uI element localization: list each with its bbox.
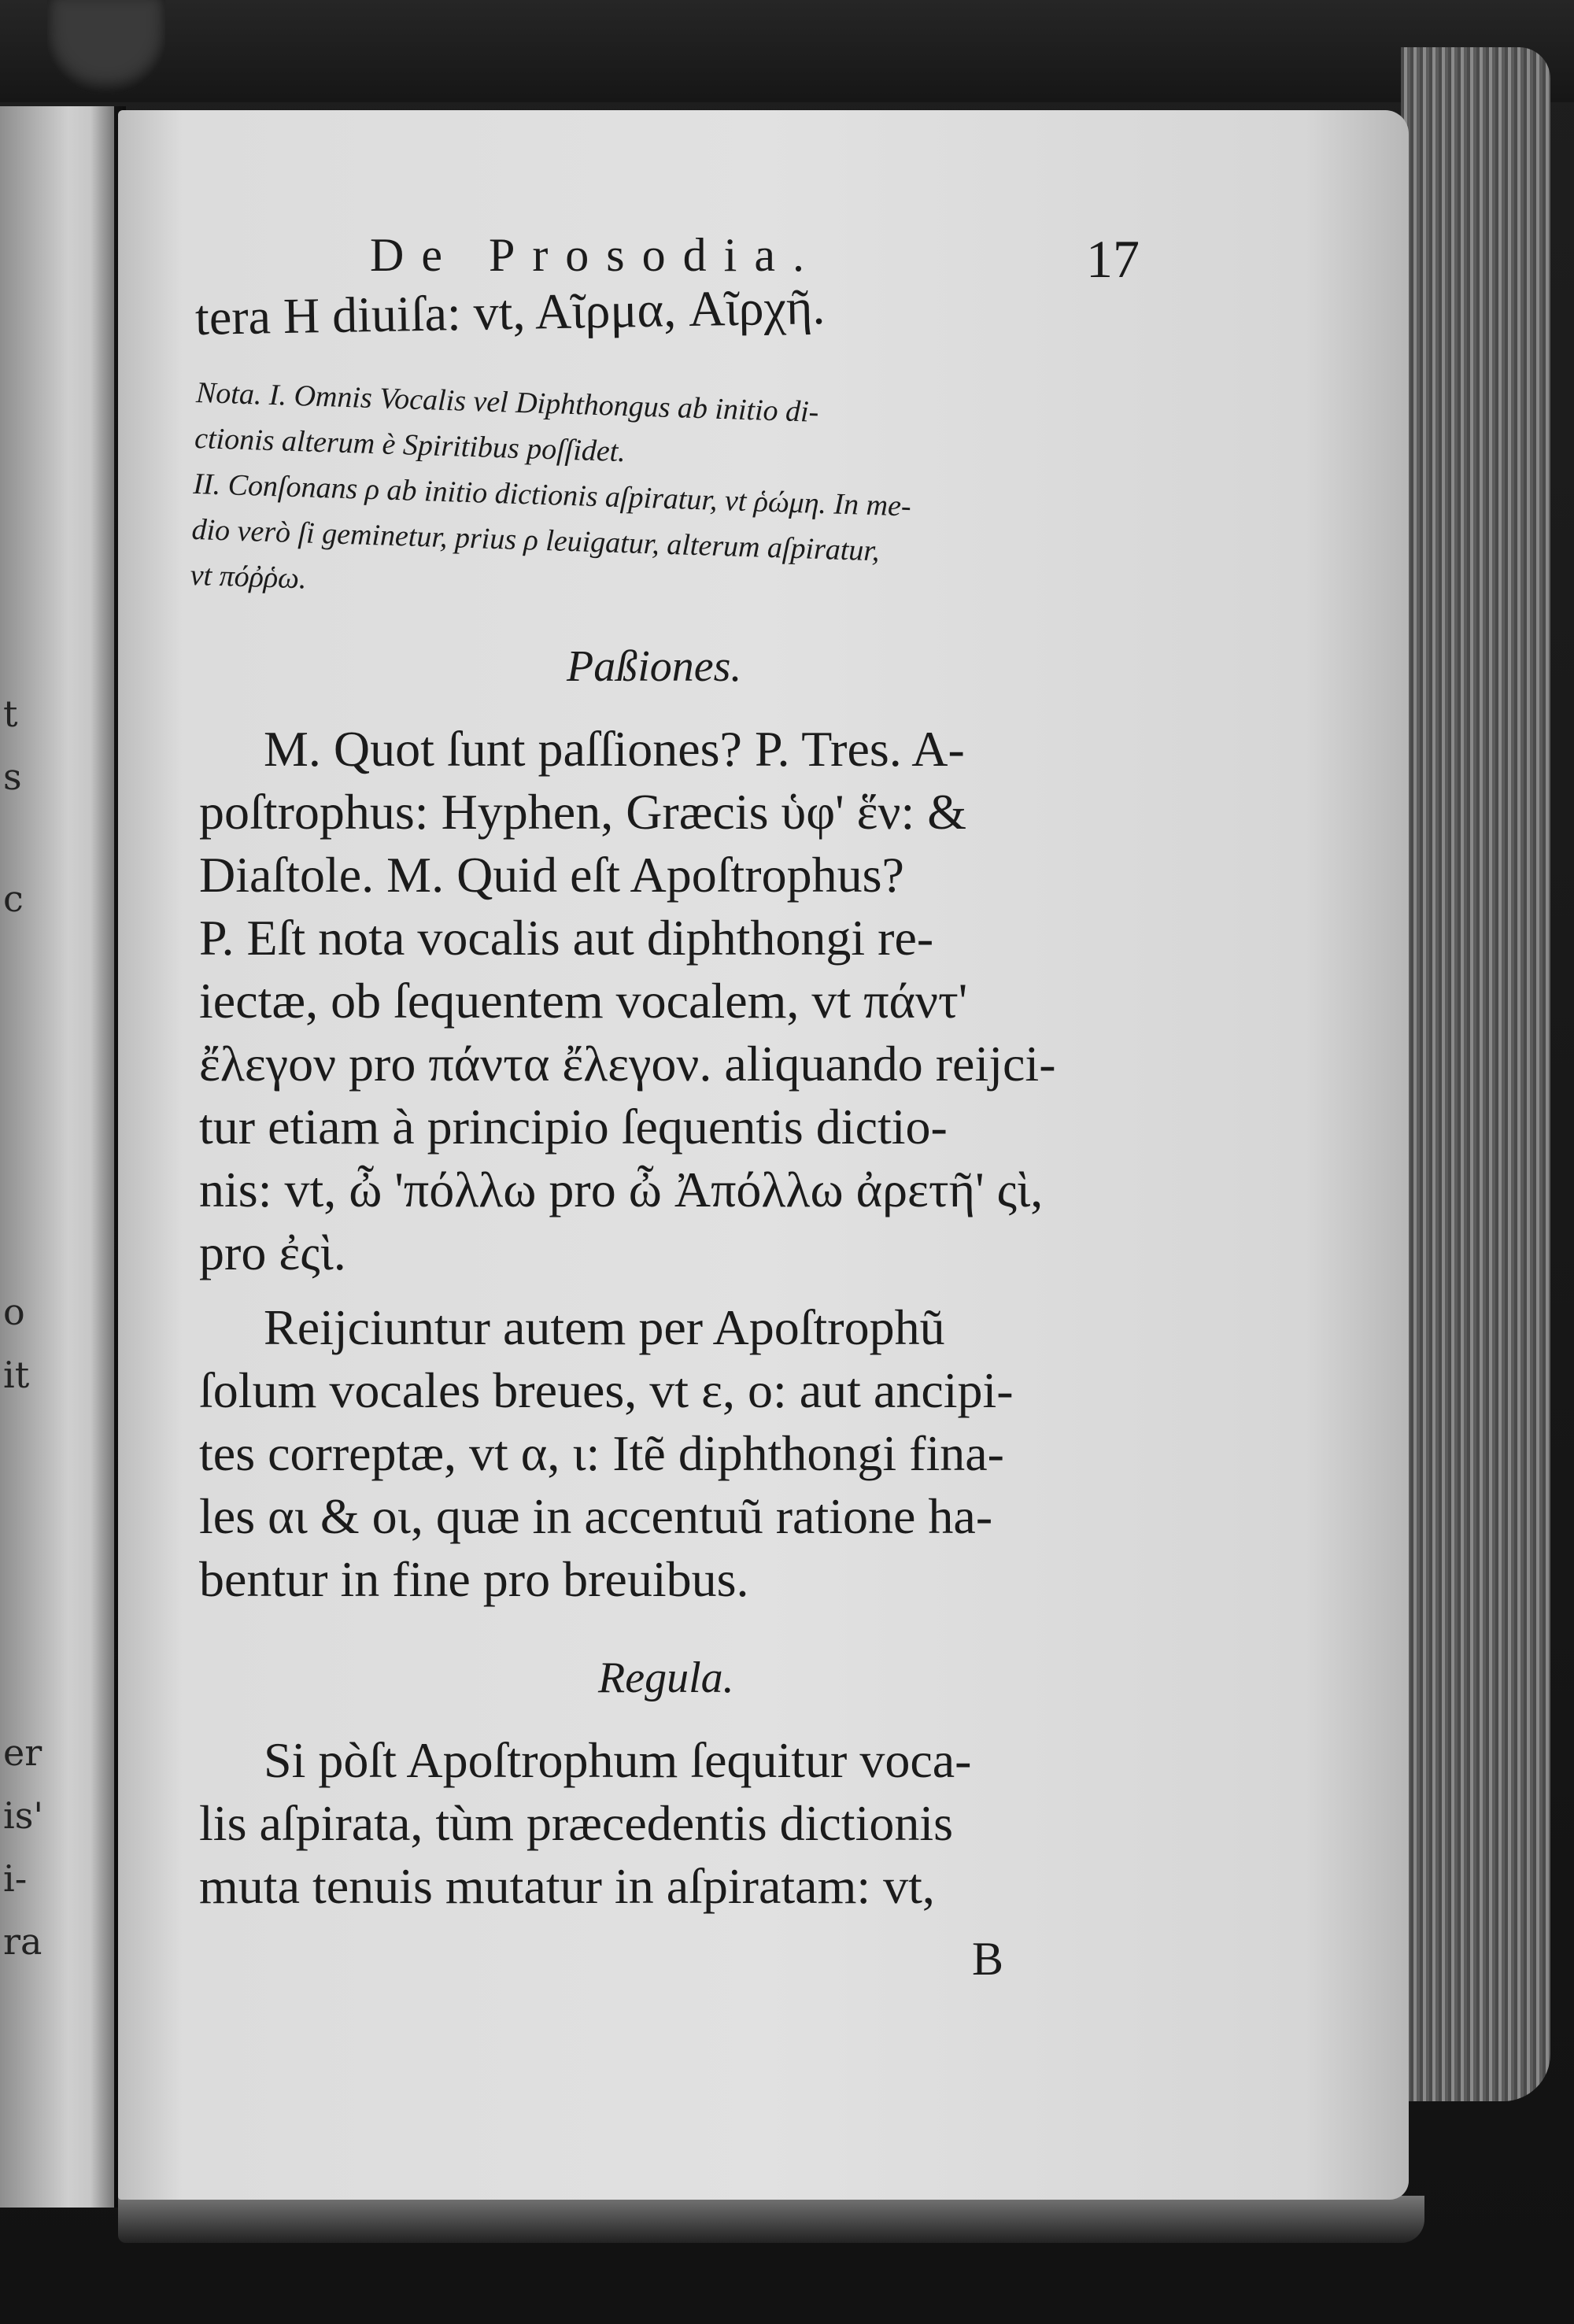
margin-fragment: ra — [3, 1920, 42, 1963]
margin-fragment: o — [3, 1291, 25, 1333]
margin-fragment: i- — [3, 1857, 28, 1900]
note-line: dio verò ſi geminetur, prius ρ leuigatur, alterum aſpiratur, — [190, 512, 881, 568]
margin-fragment: s — [3, 756, 22, 798]
text-line: ſolum vocales breues, vt ε, ο: aut ancipi- — [199, 1362, 1014, 1418]
note-line: vt πόῤῥω. — [190, 558, 308, 596]
note-block — [190, 370, 1165, 628]
text-line: Reijciuntur autem per Apoſtrophũ — [264, 1299, 945, 1355]
margin-fragment: t — [3, 693, 18, 735]
section-heading: Regula. — [598, 1653, 734, 1702]
text-line: Diaſtole. M. Quid eſt Apoſtrophus? — [199, 847, 904, 903]
page-number: 17 — [1086, 229, 1140, 289]
text-line: poſtrophus: Hyphen, Græcis ὑφ' ἕν: & — [199, 784, 967, 840]
text-line: P. Eſt nota vocalis aut diphthongi re- — [199, 910, 934, 966]
note-line: Nota. I. Omnis Vocalis vel Diphthongus ab initio di- — [195, 375, 819, 429]
page-bottom-edge — [118, 2196, 1424, 2243]
book-cover-top — [0, 0, 1574, 102]
text-line: M. Quot ſunt paſſiones? P. Tres. A- — [264, 721, 965, 777]
text-line: nis: vt, ὦ 'πόλλω pro ὦ Ἀπόλλω ἀρετῆ' ςὶ, — [199, 1162, 1044, 1217]
text-line: tes correptæ, vt α, ι: Itẽ diphthongi fina- — [199, 1425, 1004, 1481]
text-line: les αι & οι, quæ in accentuũ ratione ha- — [199, 1488, 993, 1544]
running-title: De Prosodia. — [370, 229, 822, 281]
margin-fragment: it — [3, 1354, 30, 1396]
note-line: ctionis alterum è Spiritibus poſſidet. — [194, 421, 626, 469]
note-line: II. Conſonans ρ ab initio dictionis aſpiratur, vt ῥώμη. In me- — [192, 467, 912, 523]
section-heading: Paßiones. — [567, 642, 742, 691]
text-line: tera H diuiſa: vt, Aῖρμα, Aῖρχῆ. — [194, 279, 826, 345]
text-line: ἔλεγον pro πάντα ἔλεγον. aliquando reijci- — [199, 1036, 1056, 1092]
text-line: muta tenuis mutatur in aſpiratam: vt, — [199, 1858, 935, 1914]
text-line: iectæ, ob ſequentem vocalem, vt πάντ' — [199, 973, 968, 1029]
text-line: tur etiam à principio ſequentis dictio- — [199, 1099, 948, 1155]
text-line: pro ἐςὶ. — [199, 1225, 346, 1280]
text-line: Si pòſt Apoſtrophum ſequitur voca- — [264, 1732, 972, 1788]
margin-fragment: er — [3, 1731, 42, 1774]
page-fore-edge — [1401, 47, 1550, 2101]
text-line: bentur in fine pro breuibus. — [199, 1551, 749, 1607]
margin-fragment: c — [3, 878, 24, 920]
text-line: lis aſpirata, tùm præcedentis dictionis — [199, 1795, 954, 1851]
signature-mark: B — [972, 1933, 1004, 1985]
margin-fragment: is' — [3, 1794, 43, 1837]
